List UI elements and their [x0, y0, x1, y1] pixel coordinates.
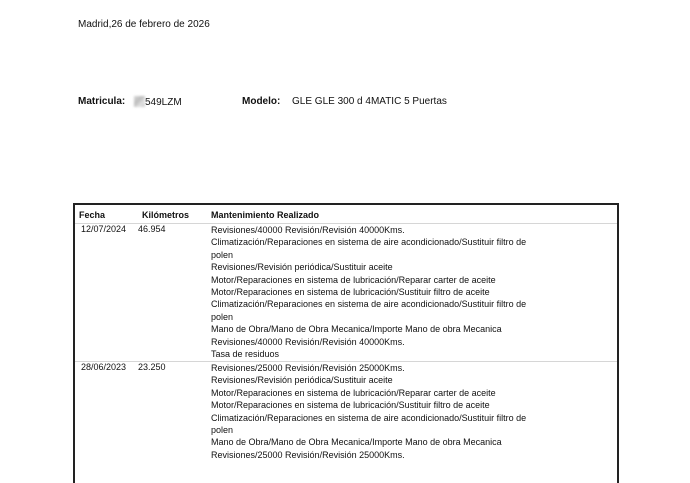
- plate-field: [134, 96, 182, 108]
- maintenance-item: Climatización/Reparaciones en sistema de aire acondicionado/Sustituir filtro de: [211, 412, 527, 423]
- maintenance-item: Climatización/Reparaciones en sistema de aire acondicionado/Sustituir filtro de: [211, 299, 527, 310]
- maintenance-table: [73, 203, 619, 483]
- table-header: [75, 210, 617, 224]
- maintenance-item: polen: [211, 311, 234, 322]
- plate-value: 549LZM: [145, 97, 182, 108]
- model-value: GLE GLE 300 d 4MATIC 5 Puertas: [292, 96, 447, 107]
- header-date: Fecha: [79, 210, 106, 220]
- row-date: 28/06/2023: [81, 362, 127, 372]
- maintenance-item: Revisiones/25000 Revisión/Revisión 25000Kms.: [211, 449, 405, 460]
- vehicle-info: [0, 96, 690, 110]
- maintenance-item: Mano de Obra/Mano de Obra Mecanica/Importe Mano de obra Mecanica: [211, 437, 502, 448]
- maintenance-item: Motor/Reparaciones en sistema de lubricación/Sustituir filtro de aceite: [211, 400, 490, 411]
- maintenance-item: Climatización/Reparaciones en sistema de aire acondicionado/Sustituir filtro de: [211, 237, 527, 248]
- maintenance-item: polen: [211, 249, 234, 260]
- redacted-plate-blur: [134, 96, 145, 107]
- header-maintenance: Mantenimiento Realizado: [211, 210, 320, 220]
- row-maintenance-list: [211, 224, 556, 360]
- model-label: Modelo:: [242, 96, 281, 107]
- row-date: 12/07/2024: [81, 224, 127, 234]
- maintenance-item: Tasa de residuos: [211, 348, 280, 359]
- row-km: 46.954: [138, 224, 166, 234]
- maintenance-item: Revisiones/Revisión periódica/Sustituir aceite: [211, 375, 393, 386]
- report-date: Madrid,26 de febrero de 2026: [78, 19, 210, 30]
- maintenance-item: Revisiones/40000 Revisión/Revisión 40000Kms.: [211, 336, 405, 347]
- maintenance-item: Mano de Obra/Mano de Obra Mecanica/Importe Mano de obra Mecanica: [211, 324, 502, 335]
- maintenance-item: Motor/Reparaciones en sistema de lubricación/Sustituir filtro de aceite: [211, 286, 490, 297]
- maintenance-item: Motor/Reparaciones en sistema de lubricación/Reparar carter de aceite: [211, 387, 496, 398]
- maintenance-item: Revisiones/25000 Revisión/Revisión 25000Kms.: [211, 363, 405, 373]
- row-km: 23.250: [138, 362, 166, 372]
- row-maintenance-list: [211, 362, 556, 461]
- header-km: Kilómetros: [142, 210, 190, 220]
- maintenance-item: Motor/Reparaciones en sistema de lubricación/Reparar carter de aceite: [211, 274, 496, 285]
- maintenance-item: Revisiones/Revisión periódica/Sustituir aceite: [211, 262, 393, 273]
- maintenance-item: Revisiones/40000 Revisión/Revisión 40000Kms.: [211, 225, 405, 235]
- maintenance-item: polen: [211, 424, 234, 435]
- plate-label: Matricula:: [78, 96, 126, 107]
